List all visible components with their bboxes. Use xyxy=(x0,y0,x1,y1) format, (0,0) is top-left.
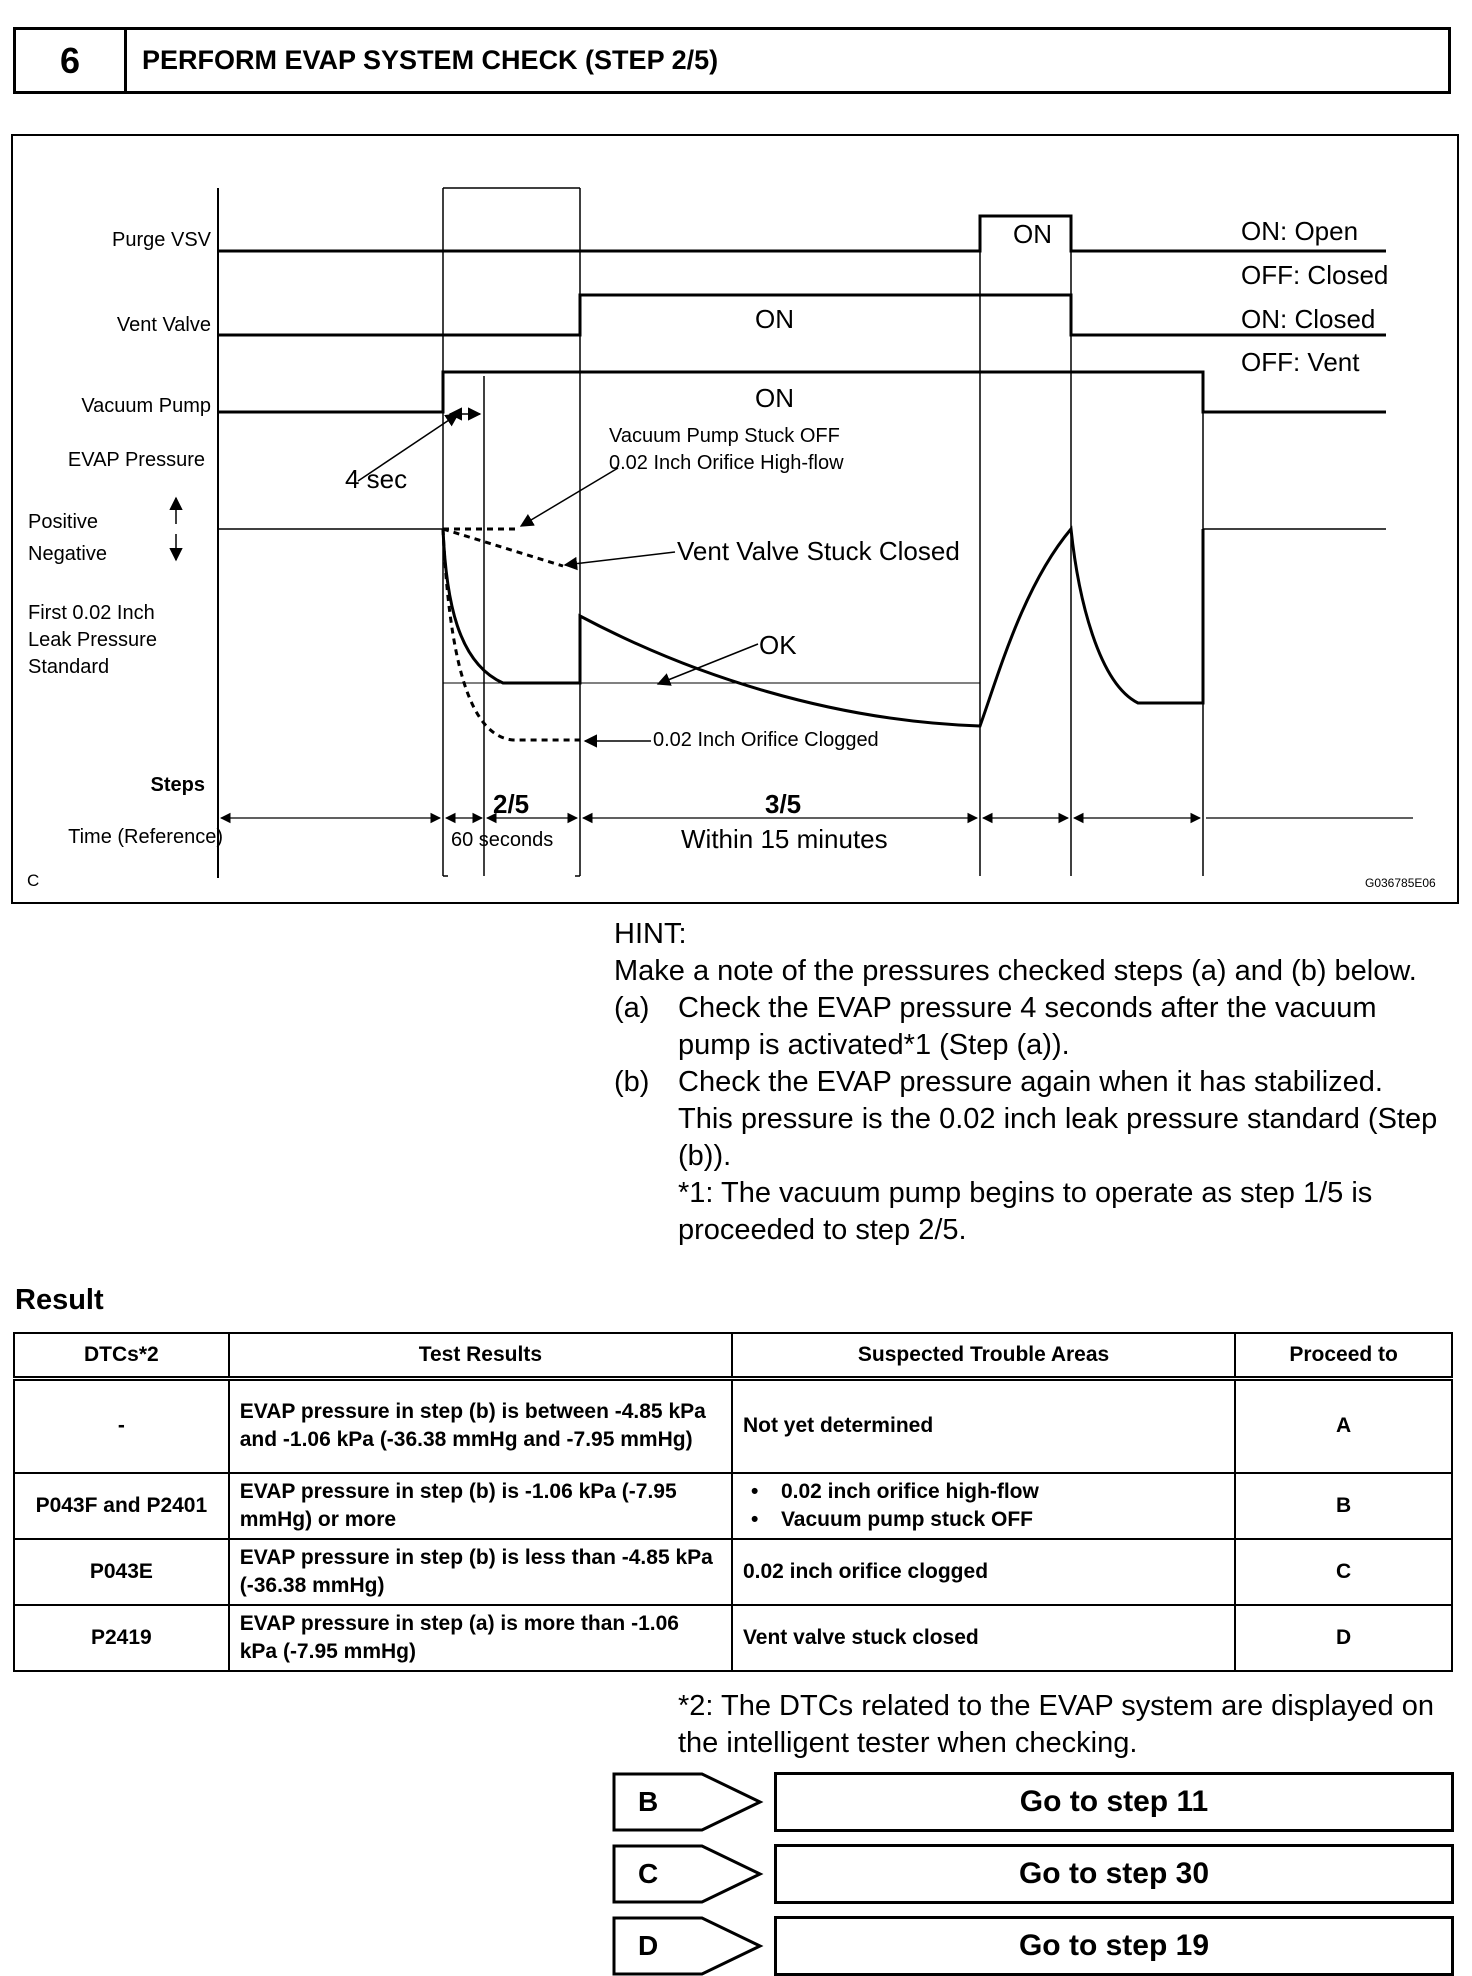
cell-proceed: D xyxy=(1235,1605,1452,1671)
hint-title: HINT: xyxy=(614,918,687,950)
label-purge-vsv: Purge VSV xyxy=(112,229,211,251)
proceed-row-b[interactable] xyxy=(612,1772,1454,1832)
hint-item-key: (b) xyxy=(614,1066,650,1098)
annotation-high-flow: 0.02 Inch Orifice High-flow xyxy=(609,452,844,474)
hint-item-b xyxy=(614,1064,1444,1175)
cell-dtc: - xyxy=(14,1379,229,1473)
area-bullet-item xyxy=(743,1506,1224,1534)
cell-test: EVAP pressure in step (b) is -1.06 kPa (-7.95 mmHg) or more xyxy=(229,1473,732,1539)
hint-item-text: Check the EVAP pressure again when it has stabilized. This pressure is the 0.02 inch leak pressure standard (Step (b)). xyxy=(678,1066,1438,1172)
time-60-seconds: 60 seconds xyxy=(451,829,554,851)
legend-vent-off: OFF: Vent xyxy=(1241,347,1360,377)
cell-dtc: P2419 xyxy=(14,1605,229,1671)
hint-item-text: Check the EVAP pressure 4 seconds after the vacuum pump is activated*1 (Step (a)). xyxy=(678,992,1377,1061)
cell-test: EVAP pressure in step (a) is more than -1.06 kPa (-7.95 mmHg) xyxy=(229,1605,732,1671)
hint-footnote: *1: The vacuum pump begins to operate as step 1/5 is proceeded to step 2/5. xyxy=(678,1177,1373,1246)
bullet-mark: • xyxy=(750,1507,759,1531)
cell-proceed: B xyxy=(1235,1473,1452,1539)
header-test-results: Test Results xyxy=(229,1333,732,1379)
header-dtcs: DTCs*2 xyxy=(14,1333,229,1379)
hint-block xyxy=(614,916,1444,1249)
result-title: Result xyxy=(15,1284,104,1316)
legend-purge-off: OFF: Closed xyxy=(1241,260,1389,290)
annotation-ok: OK xyxy=(759,630,797,660)
hint-intro: Make a note of the pressures checked steps (a) and (b) below. xyxy=(614,955,1417,987)
label-leak-std-2: Leak Pressure xyxy=(28,629,157,651)
table-row xyxy=(14,1379,1452,1473)
proceed-letter: B xyxy=(638,1786,659,1817)
proceed-letter: D xyxy=(638,1930,659,1961)
corner-letter: C xyxy=(27,871,40,890)
cell-area xyxy=(732,1473,1235,1539)
bullet-text: Vacuum pump stuck OFF xyxy=(780,1507,1033,1531)
step-2-5: 2/5 xyxy=(493,789,530,819)
cell-area: Not yet determined xyxy=(732,1379,1235,1473)
bullet-text: 0.02 inch orifice high-flow xyxy=(780,1479,1039,1503)
table-row xyxy=(14,1539,1452,1605)
go-to-step-30-button[interactable]: Go to step 30 xyxy=(774,1844,1454,1904)
cell-proceed: C xyxy=(1235,1539,1452,1605)
result-table xyxy=(13,1332,1453,1672)
header-suspected-areas: Suspected Trouble Areas xyxy=(732,1333,1235,1379)
annotation-pump-stuck: Vacuum Pump Stuck OFF xyxy=(609,425,840,447)
cell-area: Vent valve stuck closed xyxy=(732,1605,1235,1671)
time-within-15-min: Within 15 minutes xyxy=(681,824,888,854)
go-to-step-19-button[interactable]: Go to step 19 xyxy=(774,1916,1454,1976)
evap-timing-diagram xyxy=(11,134,1459,904)
cell-dtc: P043F and P2401 xyxy=(14,1473,229,1539)
proceed-letter: C xyxy=(638,1858,659,1889)
step-3-5: 3/5 xyxy=(765,789,802,819)
legend-purge-on: ON: Open xyxy=(1241,216,1359,246)
cell-proceed: A xyxy=(1235,1379,1452,1473)
vent-on-label: ON xyxy=(755,304,794,334)
label-vacuum-pump: Vacuum Pump xyxy=(81,395,211,417)
proceed-arrow-shape xyxy=(612,1916,772,1976)
step-title: PERFORM EVAP SYSTEM CHECK (STEP 2/5) xyxy=(142,45,719,75)
proceed-row-d[interactable] xyxy=(612,1916,1454,1976)
proceed-arrow-shape xyxy=(612,1772,772,1832)
annotation-4-sec: 4 sec xyxy=(345,464,408,494)
label-evap-pressure: EVAP Pressure xyxy=(67,449,205,471)
step-number: 6 xyxy=(16,30,127,91)
table-header-row xyxy=(14,1333,1452,1379)
table-row xyxy=(14,1473,1452,1539)
cell-dtc: P043E xyxy=(14,1539,229,1605)
pump-on-label: ON xyxy=(755,383,794,413)
label-steps: Steps xyxy=(150,774,205,796)
label-leak-std-1: First 0.02 Inch xyxy=(28,602,155,624)
hint-footnote-row xyxy=(614,1175,1444,1249)
area-bullet-item xyxy=(743,1478,1224,1506)
label-positive: Positive xyxy=(28,511,99,533)
annotation-vent-stuck: Vent Valve Stuck Closed xyxy=(677,536,960,566)
go-to-step-11-button[interactable]: Go to step 11 xyxy=(774,1772,1454,1832)
label-negative: Negative xyxy=(28,543,107,565)
purge-on-label: ON xyxy=(1013,219,1052,249)
dtc-footnote: *2: The DTCs related to the EVAP system are displayed on the intelligent tester when checking. xyxy=(678,1690,1434,1759)
label-leak-std-3: Standard xyxy=(28,656,110,678)
figure-id: G036785E06 xyxy=(1365,876,1436,890)
proceed-arrow-shape xyxy=(612,1844,772,1904)
label-time: Time (Reference) xyxy=(68,826,223,848)
legend-vent-on: ON: Closed xyxy=(1241,304,1376,334)
proceed-row-c[interactable] xyxy=(612,1844,1454,1904)
label-vent-valve: Vent Valve xyxy=(116,314,211,336)
cell-area: 0.02 inch orifice clogged xyxy=(732,1539,1235,1605)
hint-item-a xyxy=(614,990,1444,1064)
header-proceed-to: Proceed to xyxy=(1235,1333,1452,1379)
hint-item-key: (a) xyxy=(614,992,650,1024)
timing-chart-lines xyxy=(13,136,1461,906)
bullet-mark: • xyxy=(750,1479,759,1503)
cell-test: EVAP pressure in step (b) is less than -4.85 kPa (-36.38 mmHg) xyxy=(229,1539,732,1605)
annotation-clogged: 0.02 Inch Orifice Clogged xyxy=(653,729,879,751)
step-header xyxy=(13,27,1451,94)
cell-test: EVAP pressure in step (b) is between -4.85 kPa and -1.06 kPa (-36.38 mmHg and -7.95 mmHg) xyxy=(229,1379,732,1473)
table-row xyxy=(14,1605,1452,1671)
